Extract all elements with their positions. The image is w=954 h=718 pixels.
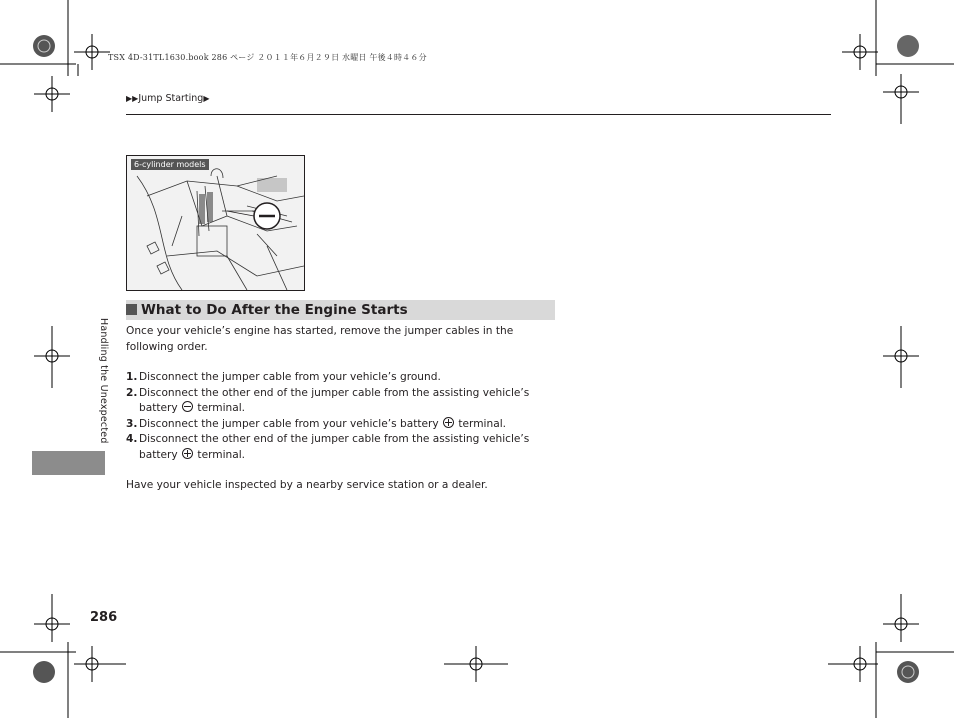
- breadcrumb-prefix-icon: ▶▶: [126, 94, 139, 103]
- step-item: [126, 386, 558, 417]
- figure-label: 6-cylinder models: [131, 159, 209, 170]
- breadcrumb: [126, 93, 210, 104]
- breadcrumb-suffix-icon: ▶: [203, 94, 210, 103]
- step-text-end: terminal.: [458, 417, 507, 430]
- plus-terminal-icon: [182, 448, 193, 459]
- closing-paragraph: Have your vehicle inspected by a nearby service station or a dealer.: [126, 479, 488, 491]
- minus-terminal-icon: [182, 401, 193, 412]
- chapter-tab-label[interactable]: Handling the Unexpected: [98, 318, 109, 444]
- step-number: 3.: [126, 417, 138, 430]
- step-text-end: terminal.: [197, 448, 246, 461]
- step-item: [126, 370, 558, 386]
- section-header: [126, 300, 555, 320]
- steps-list: [126, 370, 558, 463]
- section-title: What to Do After the Engine Starts: [141, 302, 408, 318]
- step-number: 4.: [126, 433, 138, 445]
- print-info: TSX 4D-31TL1630.book 286 ページ ２０１１年６月２９日 水曜日 午後４時４６分: [108, 53, 427, 62]
- step-number: 2.: [126, 386, 138, 399]
- step-item: [126, 432, 558, 463]
- section-marker-icon: [126, 304, 137, 315]
- step-text: Disconnect the jumper cable from your vehicle’s battery: [139, 417, 439, 430]
- step-text-end: terminal.: [197, 402, 246, 414]
- plus-terminal-icon: [443, 417, 454, 428]
- step-number: 1.: [126, 371, 138, 383]
- step-text: Disconnect the jumper cable from your vehicle’s ground.: [139, 371, 441, 383]
- header-rule: [126, 114, 831, 115]
- step-text: Disconnect the other end of the jumper cable from the assisting vehicle’s battery: [139, 386, 530, 414]
- page-number: 286: [90, 610, 118, 625]
- step-text: Disconnect the other end of the jumper cable from the assisting vehicle’s battery: [139, 433, 530, 461]
- engine-illustration: [126, 155, 305, 291]
- engine-drawing: [127, 156, 304, 290]
- step-item: [126, 417, 558, 433]
- breadcrumb-link[interactable]: Jump Starting: [138, 93, 204, 104]
- intro-paragraph: Once your vehicle’s engine has started, remove the jumper cables in the following order.: [126, 325, 514, 353]
- chapter-tab-marker[interactable]: [32, 451, 105, 475]
